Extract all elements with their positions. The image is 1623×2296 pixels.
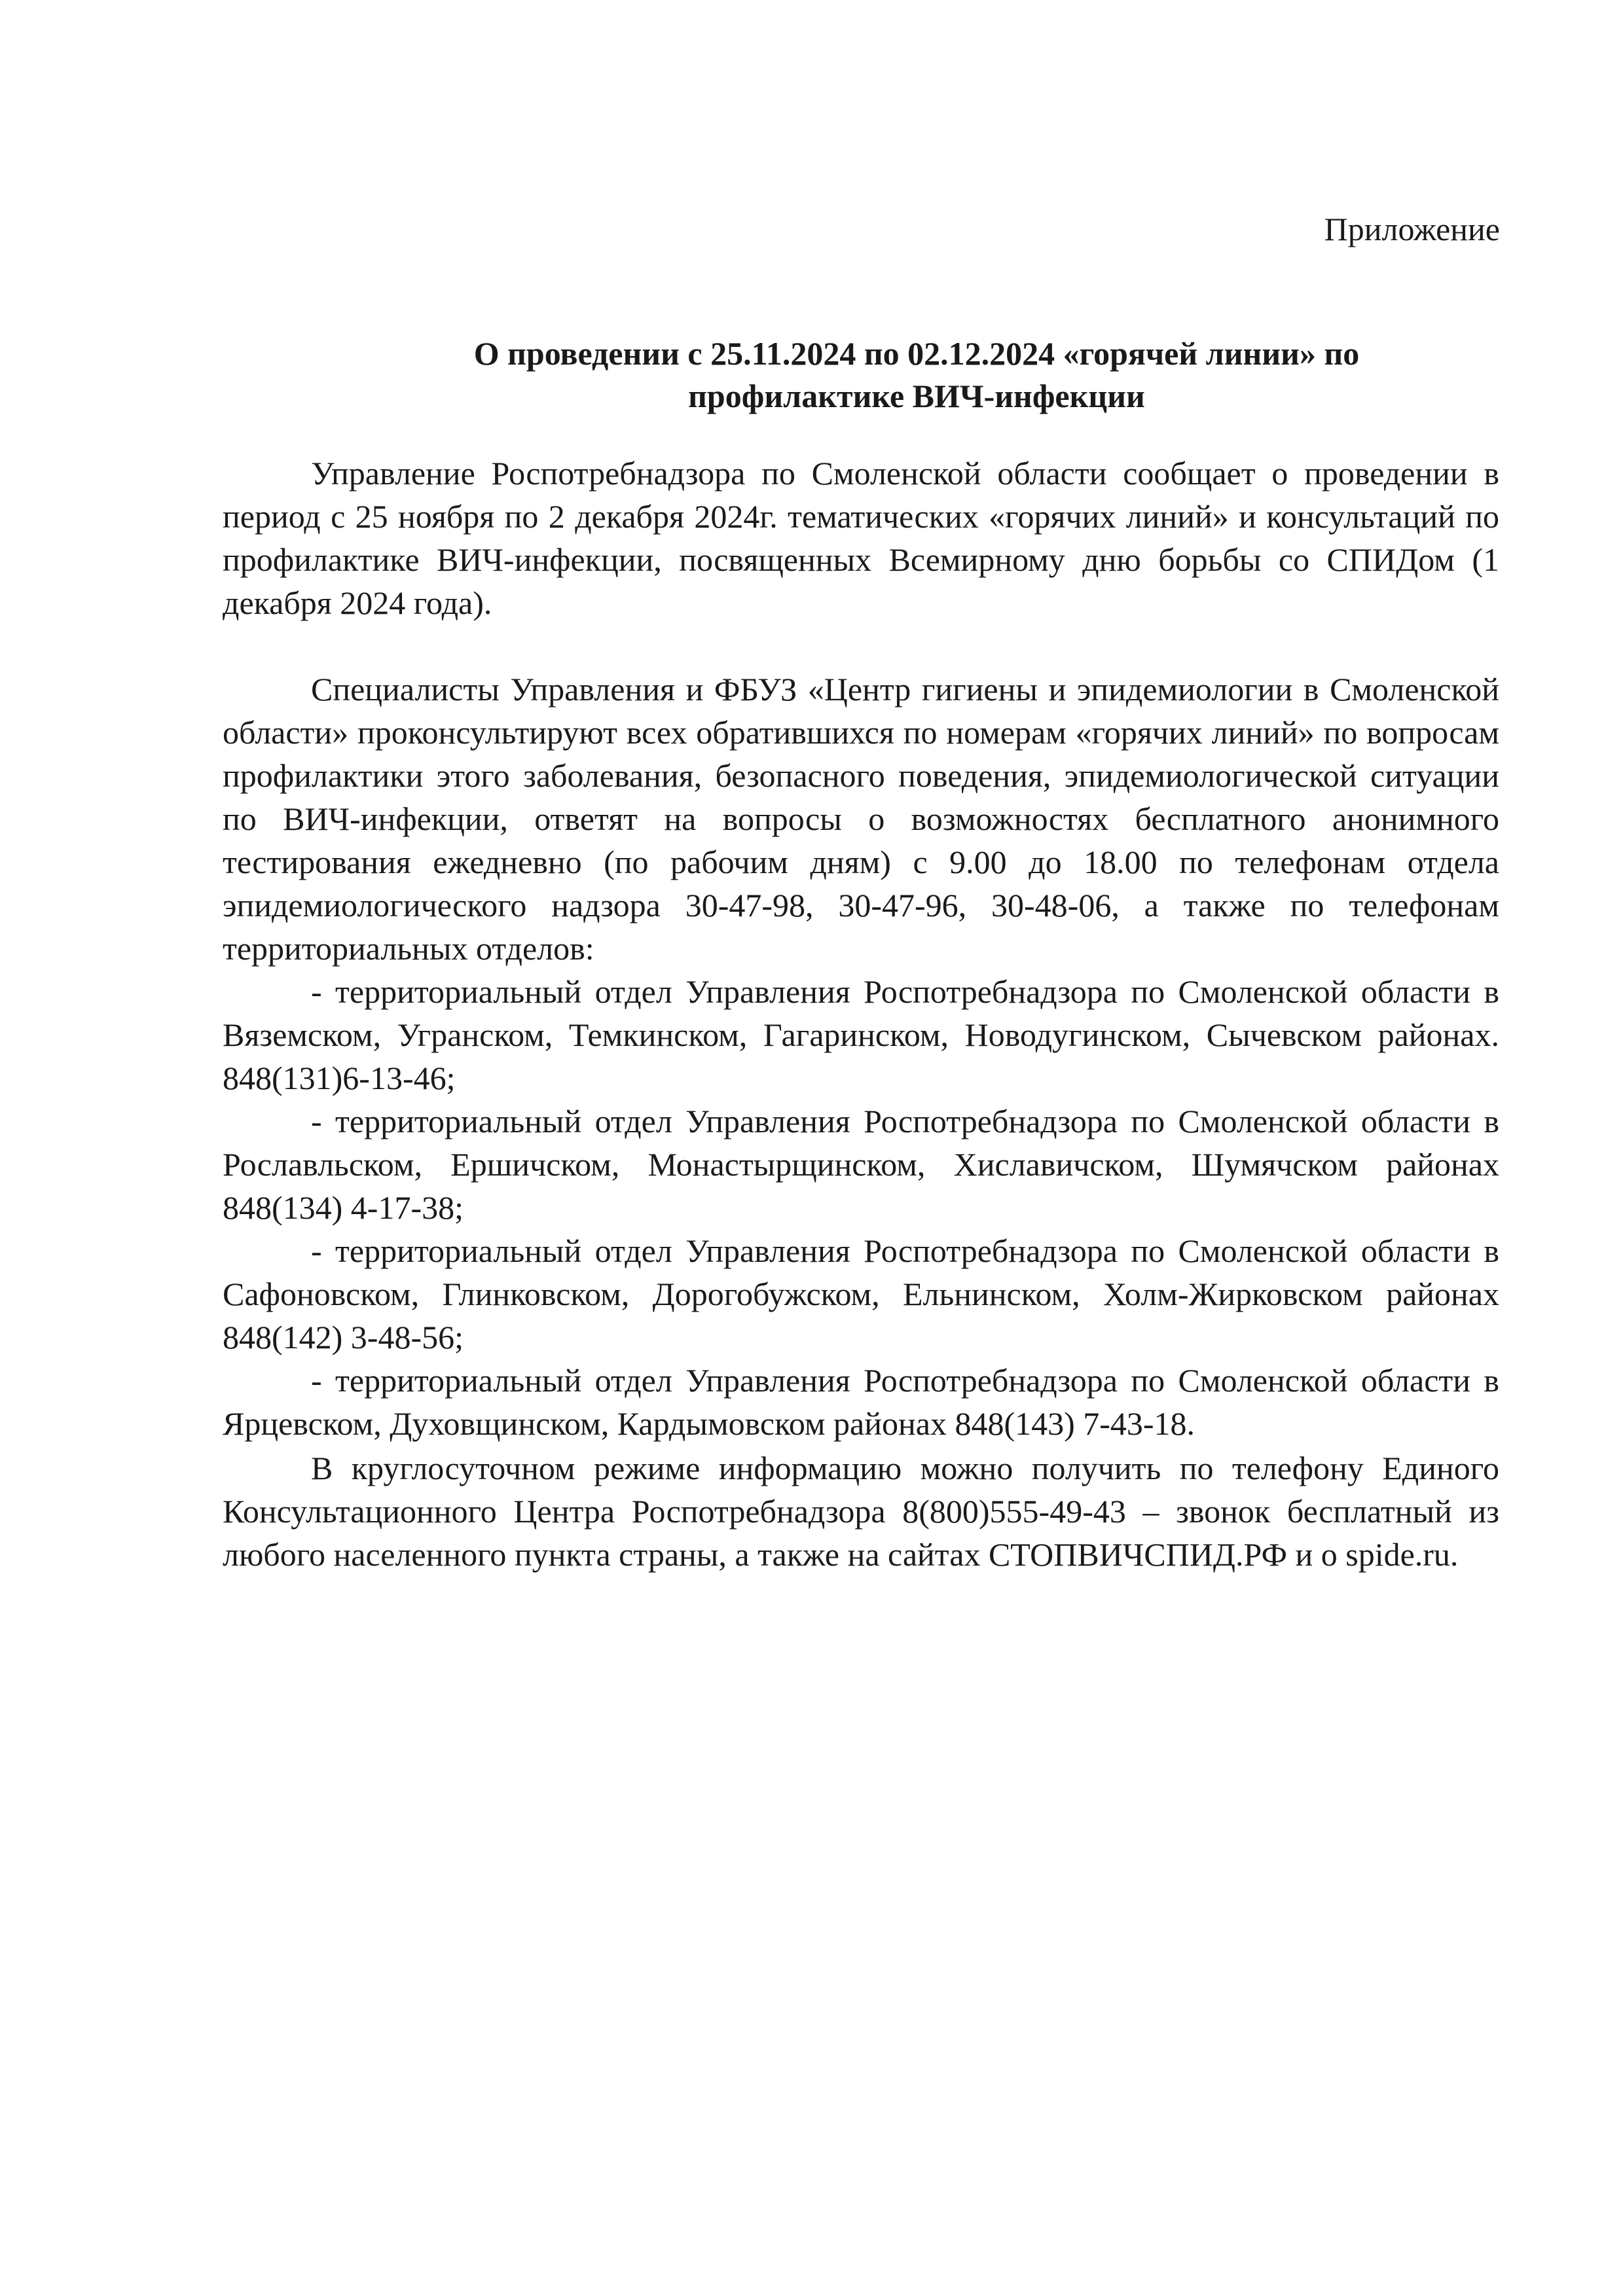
hotline-section <box>223 1446 1499 1576</box>
title-line-1: О проведении с 25.11.2024 по 02.12.2024 «горячей линии» по <box>473 335 1360 372</box>
specialists-section <box>223 668 1499 1445</box>
intro-paragraph: Управление Роспотребнадзора по Смоленской области сообщает о проведении в период с 25 ноября по 2 декабря 2024г. тематических «горячих линий» и консультаций по профилактике ВИЧ-инфекции, посвященных Всемирному дню борьбы со СПИДом (1 декабря 2024 года). <box>223 455 1499 621</box>
department-item-2: - территориальный отдел Управления Роспотребнадзора по Смоленской области в Рославльском, Ершичском, Монастырщинском, Хиславичском, Шумячском районах 848(134) 4-17-38; <box>223 1103 1499 1226</box>
title-line-2: профилактике ВИЧ-инфекции <box>688 378 1145 414</box>
department-item-4: - территориальный отдел Управления Роспотребнадзора по Смоленской области в Ярцевском, Духовщинском, Кардымовском районах 848(143) 7-43-18. <box>223 1362 1499 1442</box>
department-item-3: - территориальный отдел Управления Роспотребнадзора по Смоленской области в Сафоновском, Глинковском, Дорогобужском, Ельнинском, Холм-Жирковском районах 848(142) 3-48-56; <box>223 1232 1499 1355</box>
department-item-1: - территориальный отдел Управления Роспотребнадзора по Смоленской области в Вяземском, Угранском, Темкинском, Гагаринском, Новодугинском, Сычевском районах. 848(131)6-13-46; <box>223 973 1499 1096</box>
hotline-paragraph: В круглосуточном режиме информацию можно получить по телефону Единого Консультационного Центра Роспотребнадзора 8(800)555-49-43 – звонок бесплатный из любого населенного пункта страны, а также на сайтах СТОПВИЧСПИД.РФ и o spide.ru. <box>223 1450 1499 1573</box>
document-title <box>327 332 1506 418</box>
intro-section <box>223 452 1499 624</box>
appendix-label: Приложение <box>1324 211 1500 247</box>
specialists-paragraph: Специалисты Управления и ФБУЗ «Центр гигиены и эпидемиологии в Смоленской области» проконсультируют всех обратившихся по номерам «горячих линий» по вопросам профилактики этого заболевания, безопасного поведения, эпидемиологической ситуации по ВИЧ-инфекции, ответят на вопросы о возможностях бесплатного анонимного тестирования ежедневно (по рабочим дням) с 9.00 до 18.00 по телефонам отдела эпидемиологического надзора 30-47-98, 30-47-96, 30-48-06, а также по телефонам территориальных отделов: <box>223 671 1499 967</box>
